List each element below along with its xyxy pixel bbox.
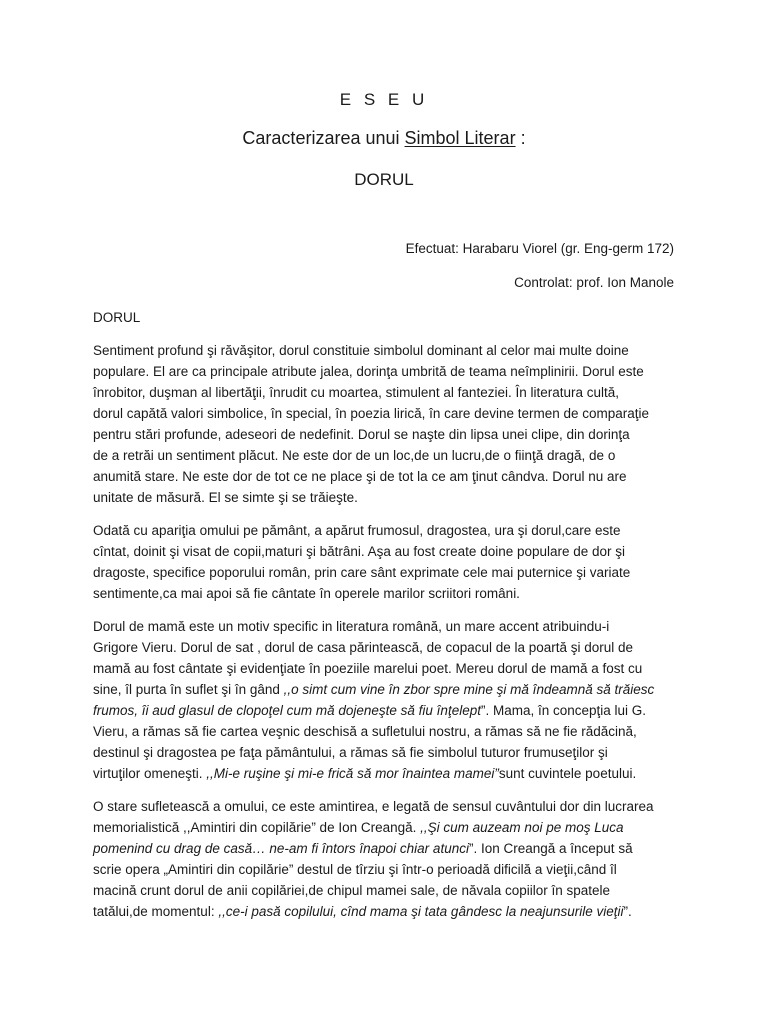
text-line: mamă au fost cântate şi evidenţiate în poeziile marelui poet. Mereu dorul de mamă a fost cu	[93, 661, 643, 676]
text-segment: sunt cuvintele poetului.	[498, 766, 637, 781]
text-line	[93, 901, 677, 922]
text-line: scrie opera „Amintiri din copilărie” destul de tîrziu şi într-o perioadă dificilă a vieţii,când îl	[93, 862, 617, 877]
subtitle-underlined: Simbol Literar	[404, 128, 516, 148]
essay-topic: DORUL	[354, 170, 414, 189]
text-segment: virtuţilor omeneşti.	[93, 766, 207, 781]
text-segment: ”. Ion Creangă a început să	[468, 841, 633, 856]
text-line: cîntat, doinit şi visat de copii,maturi şi bătrâni. Aşa au fost create doine populare de dor şi	[93, 544, 626, 559]
text-line: dragoste, specifice poporului român, prin care sânt exprimate cele mai puternice şi variate	[93, 565, 631, 580]
paragraph-3	[93, 616, 677, 784]
text-line: de a retrăi un sentiment plăcut. Ne este dor de un loc,de un lucru,de o fiinţă dragă, de o	[93, 448, 616, 463]
text-line: unitate de măsură. El se simte şi se trăieşte.	[93, 490, 358, 505]
quote-segment: ,,ce-i pasă copilului, cînd mama şi tata gândesc la neajunsurile vieţii	[218, 904, 624, 919]
text-line	[93, 817, 677, 838]
text-line: populare. El are ca principale atribute jalea, dorinţa umbrită de teama neîmplinirii. Dorul este	[93, 364, 644, 379]
essay-body	[93, 307, 677, 934]
text-line: înrobitor, duşman al libertăţii, înrudit cu moartea, stimulent al fanteziei. În literatura cultă,	[93, 385, 620, 400]
paragraph-2	[93, 520, 677, 604]
subtitle-suffix: :	[515, 128, 526, 148]
quote-segment: ,,o simt cum vine în zbor spre mine şi mă îndeamnă să trăiesc	[283, 682, 655, 697]
text-line	[93, 763, 677, 784]
text-segment: ”.	[623, 904, 632, 919]
text-line: Grigore Vieru. Dorul de sat , dorul de casa părintească, de copacul de la poartă şi dorul de	[93, 640, 634, 655]
text-segment: sine, îl purta în suflet şi în gând	[93, 682, 284, 697]
paragraph-4	[93, 796, 677, 922]
text-line: Dorul de mamă este un motiv specific in literatura română, un mare accent atribuindu-i	[93, 619, 610, 634]
text-line: macină crunt dorul de anii copilăriei,de chipul mamei sale, de năvala copiilor în spatele	[93, 883, 611, 898]
text-segment: tatălui,de momentul:	[93, 904, 219, 919]
text-line	[93, 838, 677, 859]
subtitle-prefix: Caracterizarea unui	[242, 128, 405, 148]
text-segment: memorialistică ,,Amintiri din copilărie” de Ion Creangă.	[93, 820, 421, 835]
text-line: dorul capătă valori simbolice, în special, în poezia lirică, în care devine termen de comparaţie	[93, 406, 650, 421]
text-segment: ”. Mama, în concepţia lui G.	[480, 703, 647, 718]
quote-segment: ,,Şi cum auzeam noi pe moş Luca	[420, 820, 624, 835]
text-line: pentru stări profunde, adeseori de nedefinit. Dorul se naşte din lipsa unei clipe, din dorinţa	[93, 427, 630, 442]
essay-subtitle	[0, 128, 768, 149]
author-line: Efectuat: Harabaru Viorel (gr. Eng-germ 172)	[405, 241, 674, 256]
paragraph-1	[93, 340, 677, 508]
text-line: Vieru, a rămas să fie cartea veşnic deschisă a sufletului nostru, a rămas să ne fie rădăcină,	[93, 724, 637, 739]
text-line: destinul şi dragostea pe faţa pământului, a rămas să fie simbolul tuturor frumuseţilor şi	[93, 745, 608, 760]
text-line	[93, 700, 677, 721]
text-line: Odată cu apariţia omului pe pământ, a apărut frumosul, dragostea, ura şi dorul,care este	[93, 523, 621, 538]
quote-segment: frumos, îi aud glasul de clopoţel cum mă dojeneşte să fiu înţelept	[93, 703, 481, 718]
quote-segment: pomenind cu drag de casă… ne-am fi întors înapoi chiar atunci	[93, 841, 469, 856]
quote-segment: ,,Mi-e ruşine şi mi-e frică să mor înaintea mamei”	[206, 766, 499, 781]
text-line: O stare sufletească a omului, ce este amintirea, e legată de sensul cuvântului dor din lucrarea	[93, 799, 654, 814]
text-line	[93, 679, 677, 700]
text-line: sentimente,ca mai apoi să fie cântate în operele marilor scriitori români.	[93, 586, 520, 601]
text-line: Sentiment profund şi răvăşitor, dorul constituie simbolul dominant al celor mai multe doine	[93, 343, 629, 358]
section-label: DORUL	[93, 310, 141, 325]
essay-title: E S E U	[339, 90, 429, 109]
checker-line: Controlat: prof. Ion Manole	[514, 275, 674, 290]
text-line: anumită stare. Ne este dor de tot ce ne place şi de tot la ce am ţinut cândva. Dorul nu are	[93, 469, 627, 484]
